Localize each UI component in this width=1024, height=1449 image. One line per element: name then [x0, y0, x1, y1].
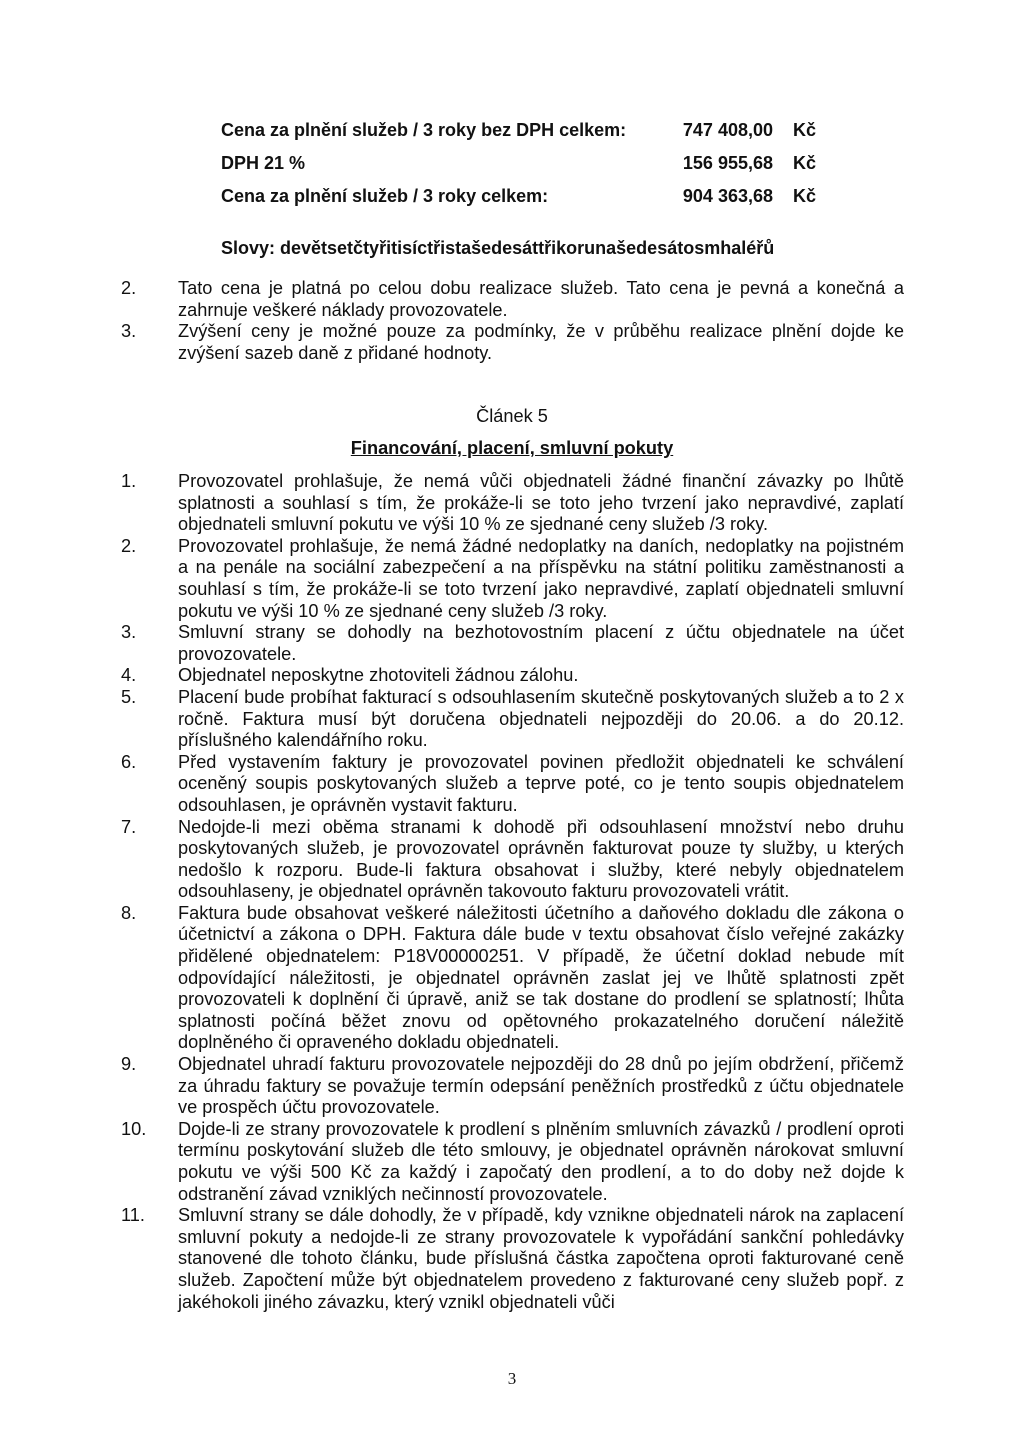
item-number: 4.	[121, 665, 137, 686]
item-text: Objednatel neposkytne zhotoviteli žádnou zálohu.	[178, 665, 579, 686]
article-list	[121, 471, 904, 1313]
item-number: 11.	[121, 1205, 145, 1226]
item-text: Před vystavením faktury je provozovatel povinen předložit objednateli ke schválení oceněný soupis poskytovaných služeb a teprve poté, co je tento soupis objednatelem odsouhlasen, je oprávněn vystavit fakturu.	[178, 751, 904, 815]
item-text: Nedojde-li mezi oběma stranami k dohodě při odsouhlasení množství nebo druhu poskytovaných služeb, je provozovatel oprávněn fakturovat pouze ty služby, u kterých nedošlo k rozporu. Bude-li faktura obsahovat i služby, které nebyly objednatelem odsouhlaseny, je objednatel oprávněn takovouto fakturu provozovateli vrátit.	[178, 816, 904, 902]
list-item	[121, 536, 904, 622]
price-amount: 156 955,68	[682, 153, 773, 173]
list-item	[121, 687, 904, 752]
item-number: 3.	[121, 321, 137, 342]
item-text: Tato cena je platná po celou dobu realizace služeb. Tato cena je pevná a konečná a zahrnuje veškeré náklady provozovatele.	[178, 278, 904, 320]
list-item	[121, 1119, 904, 1205]
price-amount: 904 363,68	[682, 186, 773, 206]
list-item	[121, 665, 904, 687]
price-row-without-vat	[221, 120, 841, 153]
price-currency: Kč	[793, 120, 817, 140]
item-text: Smluvní strany se dohodly na bezhotovostním placení z účtu objednatele na účet provozovatele.	[178, 622, 904, 664]
item-number: 8.	[121, 902, 137, 923]
item-text: Placení bude probíhat fakturací s odsouhlasením skutečně poskytovaných služeb a to 2 x ročně. Faktura musí být doručena objednateli nejpozději do 20.06. a do 20.12. příslušného kalendářního roku.	[178, 686, 904, 751]
list-item	[121, 903, 904, 1054]
list-item	[121, 278, 904, 321]
item-number: 5.	[121, 686, 137, 707]
list-item	[121, 471, 904, 536]
list-item	[121, 1205, 904, 1313]
item-number: 2.	[121, 278, 137, 298]
article-title	[0, 438, 1024, 460]
item-text: Dojde-li ze strany provozovatele k prodlení s plněním smluvních závazků / prodlení oproti termínu poskytování služeb dle této smlouvy, je objednatel oprávněn nárokovat smluvní pokutu ve výši 500 Kč za každý i započatý den prodlení, a to do doby než dojde k odstranění závad vzniklých nečinností provozovatele.	[178, 1118, 904, 1204]
item-number: 9.	[121, 1054, 137, 1075]
article-title-text: Financování, placení, smluvní pokuty	[350, 438, 674, 458]
price-label: Cena za plnění služeb / 3 roky celkem:	[221, 186, 549, 206]
item-text: Provozovatel prohlašuje, že nemá vůči objednateli žádné finanční závazky po lhůtě splatnosti a souhlasí s tím, že prokáže-li se toto jeho tvrzení jako nepravdivé, zaplatí objednateli smluvní pokutu ve výši 10 % ze sjednané ceny služeb /3 roky.	[178, 471, 904, 535]
price-label: Cena za plnění služeb / 3 roky bez DPH celkem:	[221, 120, 627, 140]
item-text: Objednatel uhradí fakturu provozovatele nejpozději do 28 dnů po jejím obdržení, přičemž za úhradu faktury se považuje termín odepsání peněžních prostředků z účtu objednatele ve prospěch účtu provozovatele.	[178, 1054, 904, 1118]
price-row-vat	[221, 153, 841, 186]
item-number: 3.	[121, 622, 137, 643]
item-number: 6.	[121, 751, 137, 772]
item-text: Faktura bude obsahovat veškeré náležitosti účetního a daňového dokladu dle zákona o účetnictví a zákona o DPH. Faktura dále bude v textu obsahovat číslo veřejné zakázky přidělené objednatelem: P18V00000251. V případě, že účetní doklad nebude mít odpovídající náležitosti, je objednatel oprávněn zaslat jej ve lhůtě splatnosti zpět provozovateli k doplnění či úpravě, aniž se tak dostane do prodlení se splatností; lhůta splatnosti počíná běžet znovu od opětovného prokazatelného doručení náležitě doplněného či opraveného dokladu objednateli.	[178, 902, 904, 1053]
price-row-total	[221, 186, 841, 219]
item-text: Zvýšení ceny je možné pouze za podmínky, že v průběhu realizace plnění dojde ke zvýšení sazeb daně z přidané hodnoty.	[178, 321, 904, 363]
item-number: 7.	[121, 816, 137, 837]
page-number: 3	[507, 1369, 517, 1388]
list-item	[121, 817, 904, 903]
price-currency: Kč	[793, 186, 817, 206]
price-summary	[221, 120, 841, 219]
item-text: Smluvní strany se dále dohodly, že v případě, kdy vznikne objednateli nárok na zaplacení smluvní pokuty a nedojde-li ze strany provozovatele k vypořádání sankční pohledávky stanovené dle tohoto článku, bude příslušná částka započtena oproti fakturované ceně služeb. Započtení může být objednatelem provedeno z fakturované ceny služeb popř. z jakéhokoli jiného závazku, který vznikl objednateli vůči	[178, 1205, 904, 1312]
list-item	[121, 622, 904, 665]
item-text: Provozovatel prohlašuje, že nemá žádné nedoplatky na daních, nedoplatky na pojistném a na penále na sociální zabezpečení a na příspěvku na státní politiku zaměstnanosti a souhlasí s tím, že prokáže-li se toto tvrzení jako nepravdivé, zaplatí objednateli smluvní pokutu ve výši 10 % ze sjednané ceny služeb /3 roky.	[178, 535, 904, 621]
list-item	[121, 752, 904, 817]
item-number: 1.	[121, 471, 137, 491]
item-number: 2.	[121, 535, 137, 556]
list-item	[121, 321, 904, 364]
intro-list	[121, 278, 904, 364]
price-amount: 747 408,00	[682, 120, 773, 140]
price-in-words: Slovy: devětsetčtyřitisíctřistašedesáttřikorunašedesátosmhaléřů	[221, 238, 775, 258]
price-label: DPH 21 %	[221, 153, 306, 173]
price-currency: Kč	[793, 153, 817, 173]
item-number: 10.	[121, 1118, 147, 1139]
article-heading: Článek 5	[476, 406, 548, 426]
list-item	[121, 1054, 904, 1119]
